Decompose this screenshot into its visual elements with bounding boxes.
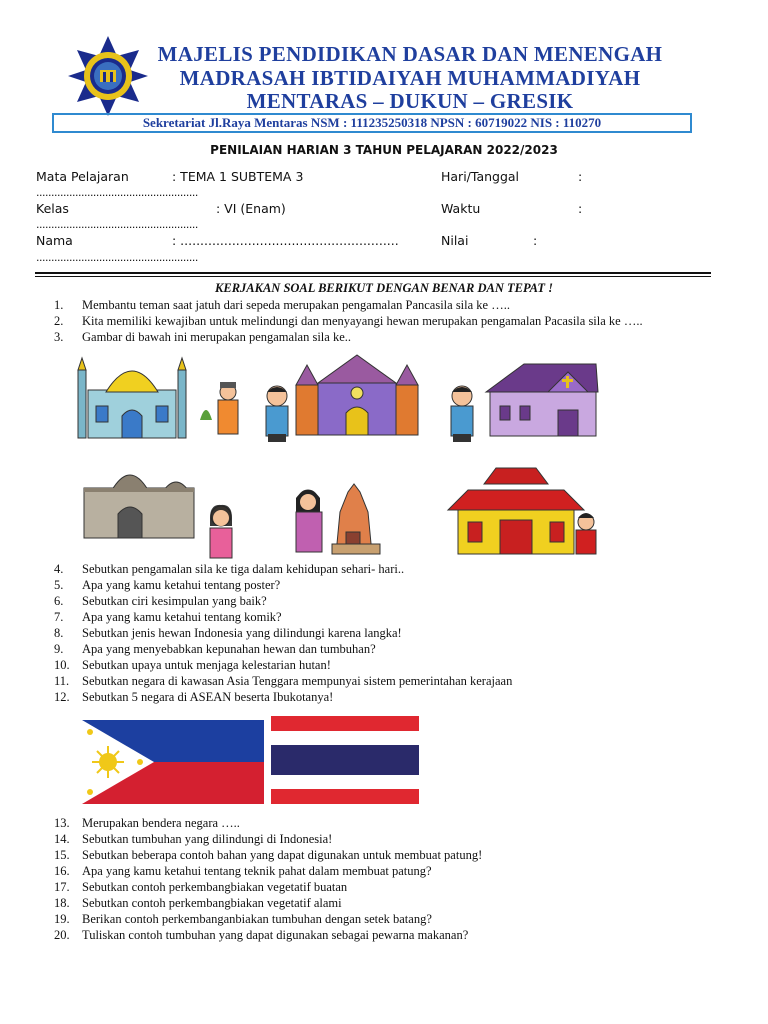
question-text: Sebutkan pengamalan sila ke tiga dalam kehidupan sehari- hari.. — [82, 562, 405, 576]
buddhist-temple-icon — [82, 460, 198, 540]
chinese-temple-icon — [448, 464, 602, 556]
philippines-flag-icon — [82, 720, 264, 804]
subject-dots: ...................................................... — [36, 186, 198, 199]
catholic-church-icon — [296, 355, 420, 437]
question-number: 1. — [54, 298, 64, 312]
question-number: 11. — [54, 674, 70, 688]
question-text: Sebutkan negara di kawasan Asia Tenggara mempunyai sistem pemerintahan kerajaan — [82, 674, 513, 688]
divider-thin — [35, 276, 711, 277]
protestant-church-icon — [484, 362, 600, 438]
kid-praying-icon — [204, 504, 238, 560]
subject-label: Mata Pelajaran — [36, 169, 129, 184]
foundation-name: MAJELIS PENDIDIKAN DASAR DAN MENENGAH — [157, 42, 663, 66]
question-number: 19. — [54, 912, 70, 926]
question-number: 14. — [54, 832, 70, 846]
divider-thick — [35, 272, 711, 274]
question-text: Apa yang menyebabkan kepunahan hewan dan tumbuhan? — [82, 642, 376, 656]
score-colon: : — [533, 233, 538, 248]
question-number: 5. — [54, 578, 64, 592]
subject-value: : TEMA 1 SUBTEMA 3 — [172, 169, 304, 184]
question-number: 2. — [54, 314, 64, 328]
question-text: Sebutkan upaya untuk menjaga kelestarian hutan! — [82, 658, 331, 672]
question-text: Merupakan bendera negara ….. — [82, 816, 240, 830]
question-text: Sebutkan contoh perkembangbiakan vegetatif buatan — [82, 880, 348, 894]
hindu-temple-icon — [288, 482, 384, 556]
school-name: MADRASAH IBTIDAIYAH MUHAMMADIYAH — [179, 66, 641, 90]
question-number: 8. — [54, 626, 64, 640]
name-field: : ....................................................... — [172, 233, 399, 248]
question-number: 3. — [54, 330, 64, 344]
class-label: Kelas — [36, 201, 69, 216]
question-text: Sebutkan beberapa contoh bahan yang dapat digunakan untuk membuat patung! — [82, 848, 483, 862]
question-number: 10. — [54, 658, 70, 672]
thailand-flag-icon — [271, 716, 419, 804]
class-value: : VI (Enam) — [216, 201, 286, 216]
question-text: Gambar di bawah ini merupakan pengamalan sila ke.. — [82, 330, 352, 344]
question-number: 6. — [54, 594, 64, 608]
question-text: Sebutkan contoh perkembangbiakan vegetatif alami — [82, 896, 342, 910]
day-colon: : — [578, 169, 583, 184]
score-label: Nilai — [441, 233, 469, 248]
question-text: Kita memiliki kewajiban untuk melindungi dan menyayangi hewan merupakan pengamalan Pacasila sila ke ….. — [82, 314, 643, 328]
letterhead — [0, 0, 768, 150]
exam-title: PENILAIAN HARIAN 3 TAHUN PELAJARAN 2022/2023 — [210, 143, 558, 157]
instruction: KERJAKAN SOAL BERIKUT DENGAN BENAR DAN TEPAT ! — [215, 281, 553, 295]
question-number: 4. — [54, 562, 64, 576]
question-number: 17. — [54, 880, 70, 894]
question-text: Berikan contoh perkembanganbiakan tumbuhan dengan setek batang? — [82, 912, 432, 926]
question-text: Membantu teman saat jatuh dari sepeda merupakan pengamalan Pancasila sila ke ….. — [82, 298, 510, 312]
question-text: Apa yang kamu ketahui tentang komik? — [82, 610, 282, 624]
question-number: 15. — [54, 848, 70, 862]
school-logo-icon — [68, 36, 148, 116]
question-text: Apa yang kamu ketahui tentang poster? — [82, 578, 281, 592]
question-text: Sebutkan ciri kesimpulan yang baik? — [82, 594, 267, 608]
question-text: Tuliskan contoh tumbuhan yang dapat digunakan sebagai pewarna makanan? — [82, 928, 469, 942]
address-box: Sekretariat Jl.Raya Mentaras NSM : 111235250318 NPSN : 60719022 NIS : 110270 — [52, 113, 692, 133]
time-colon: : — [578, 201, 583, 216]
class-dots: ...................................................... — [36, 218, 198, 231]
question-number: 7. — [54, 610, 64, 624]
question-text: Apa yang kamu ketahui tentang teknik pahat dalam membuat patung? — [82, 864, 432, 878]
name-dots: ...................................................... — [36, 251, 198, 264]
question-number: 20. — [54, 928, 70, 942]
question-number: 12. — [54, 690, 70, 704]
mosque-icon — [78, 350, 248, 440]
question-number: 16. — [54, 864, 70, 878]
question-text: Sebutkan 5 negara di ASEAN beserta Ibukotanya! — [82, 690, 334, 704]
question-number: 18. — [54, 896, 70, 910]
name-label: Nama — [36, 233, 73, 248]
question-text: Sebutkan jenis hewan Indonesia yang dilindungi karena langka! — [82, 626, 402, 640]
school-location: MENTARAS – DUKUN – GRESIK — [246, 89, 574, 113]
question-number: 9. — [54, 642, 64, 656]
question-number: 13. — [54, 816, 70, 830]
kid-praying-icon — [262, 384, 292, 444]
kid-praying-icon — [447, 384, 477, 444]
time-label: Waktu — [441, 201, 481, 216]
question-text: Sebutkan tumbuhan yang dilindungi di Indonesia! — [82, 832, 333, 846]
day-label: Hari/Tanggal — [441, 169, 520, 184]
